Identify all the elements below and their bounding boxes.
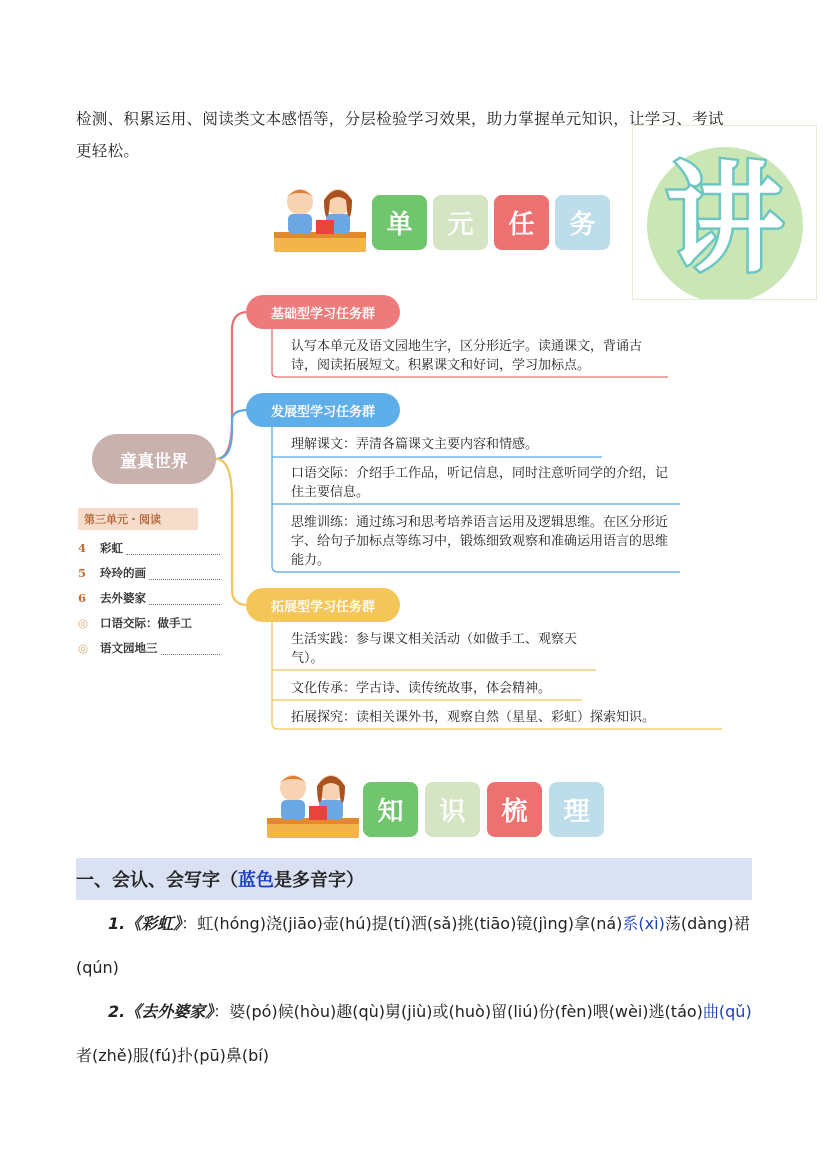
mindmap-center-node: 童真世界 xyxy=(92,434,216,484)
group-extend-pill: 拓展型学习任务群 xyxy=(246,588,400,622)
banner1-tile-2: 元 xyxy=(433,195,488,250)
toc-item: 4 彩虹 xyxy=(78,536,220,561)
banner2-tile-3: 梳 xyxy=(487,782,542,837)
group-basic-pill: 基础型学习任务群 xyxy=(246,295,400,329)
toc-item: ◎ 口语交际：做手工 xyxy=(78,616,192,630)
intro-line-1: 检测、积累运用、阅读类文本感悟等，分层检验学习效果，助力掌握单元知识，让学习、考试 xyxy=(76,110,724,128)
badge-char: 讲 xyxy=(665,150,784,288)
banner1-tile-1: 单 xyxy=(372,195,427,250)
banner2-tile-1: 知 xyxy=(363,782,418,837)
group-develop-pill: 发展型学习任务群 xyxy=(246,393,400,427)
unit-toc xyxy=(78,508,220,661)
banner1-tile-3: 任 xyxy=(494,195,549,250)
lesson-2-label: 2.《去外婆家》 xyxy=(108,1002,214,1021)
students-reading-icon xyxy=(265,772,361,840)
section-heading xyxy=(76,858,752,900)
extend-item-1: 生活实践：参与课文相关活动（如做手工、观察天气）。 xyxy=(291,632,578,666)
lesson-1-characters: 1.《彩虹》：虹(hóng)浇(jiāo)壶(hú)提(tí)洒(sǎ)挑(tiāo)镜(jìng)拿(ná)系(xì)荡(dàng)裙(qún) xyxy=(76,914,750,977)
knowledge-banner xyxy=(265,772,615,832)
toc-item: 6 去外婆家 xyxy=(78,586,220,611)
banner2-tile-4: 理 xyxy=(549,782,604,837)
lesson-1-label: 1.《彩虹》 xyxy=(108,914,182,933)
extend-item-3: 拓展探究：读相关课外书，观察自然（星星、彩虹）探索知识。 xyxy=(291,710,656,725)
develop-item-2: 口语交际：介绍手工作品，听记信息，同时注意听同学的介绍，记住主要信息。 xyxy=(291,466,669,500)
banner2-tile-2: 识 xyxy=(425,782,480,837)
intro-line-2: 更轻松。 xyxy=(76,142,140,160)
basic-item-1: 认写本单元及语文园地生字，区分形近字。读通课文，背诵古诗，阅读拓展短文。积累课文和好词，学习加标点。 xyxy=(291,339,643,373)
develop-item-3: 思维训练：通过练习和思考培养语言运用及逻辑思维。在区分形近字、给句子加标点等练习中，锻炼细致观察和准确运用语言的思维能力。 xyxy=(291,515,669,568)
extend-item-2: 文化传承：学古诗、读传统故事，体会精神。 xyxy=(291,681,552,696)
section-title-a: 一、会认、会写字（ xyxy=(76,870,238,891)
section-title-blue: 蓝色 xyxy=(238,870,274,891)
banner1-tile-4: 务 xyxy=(555,195,610,250)
toc-item: 5 玲玲的画 xyxy=(78,561,220,586)
toc-head: 第三单元・阅读 xyxy=(78,508,198,530)
develop-item-1: 理解课文：弄清各篇课文主要内容和情感。 xyxy=(291,437,539,452)
lesson-2-characters: 2.《去外婆家》：婆(pó)候(hòu)趣(qù)舅(jiù)或(huò)留(liú)份(fèn)喂(wèi)逃(táo)曲(qǔ)者(zhě)服(fú)扑(pū)鼻(bí) xyxy=(76,1002,752,1065)
section-title-b: 是多音字） xyxy=(274,870,364,891)
toc-item: ◎ 语文园地三 xyxy=(78,636,220,661)
